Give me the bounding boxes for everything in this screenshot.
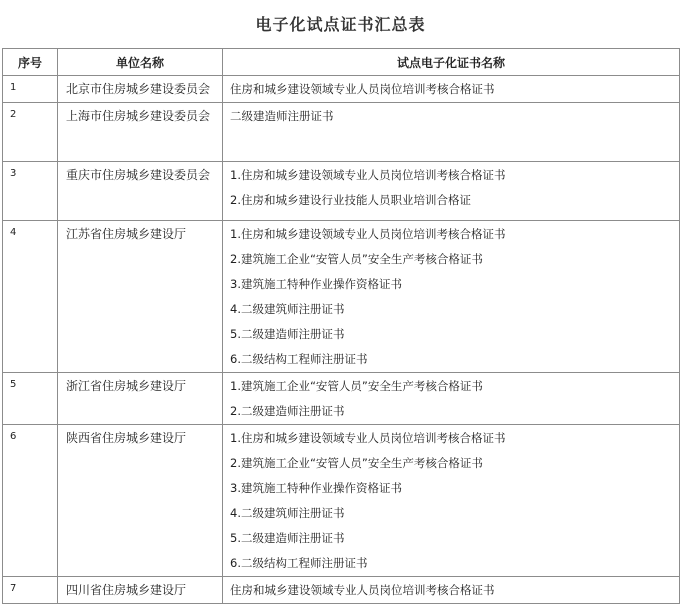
cert-item: 5.二级建造师注册证书	[230, 531, 345, 545]
header-certs: 试点电子化证书名称	[223, 49, 680, 76]
seq-cell: 3	[3, 162, 58, 221]
cert-list-cell	[223, 221, 680, 373]
unit-name-cell: 四川省住房城乡建设厅	[58, 577, 223, 604]
cert-item: 4.二级建筑师注册证书	[230, 506, 345, 520]
cert-list-cell	[223, 577, 680, 604]
seq-cell: 5	[3, 373, 58, 425]
cert-list-cell	[223, 162, 680, 221]
table-row	[3, 373, 680, 425]
cert-item: 5.二级建造师注册证书	[230, 327, 345, 341]
table-row	[3, 76, 680, 103]
cert-item: 3.建筑施工特种作业操作资格证书	[230, 481, 402, 495]
cert-item: 4.二级建筑师注册证书	[230, 302, 345, 316]
cert-item: 2.住房和城乡建设行业技能人员职业培训合格证	[230, 193, 471, 207]
unit-name-cell: 浙江省住房城乡建设厅	[58, 373, 223, 425]
cert-item: 住房和城乡建设领域专业人员岗位培训考核合格证书	[230, 82, 495, 96]
cert-item: 2.建筑施工企业“安管人员”安全生产考核合格证书	[230, 252, 483, 266]
unit-name-cell: 陕西省住房城乡建设厅	[58, 425, 223, 577]
seq-cell: 2	[3, 103, 58, 162]
table-row	[3, 103, 680, 162]
cert-item: 6.二级结构工程师注册证书	[230, 352, 368, 366]
cert-item: 1.住房和城乡建设领域专业人员岗位培训考核合格证书	[230, 168, 506, 182]
cert-item: 2.建筑施工企业“安管人员”安全生产考核合格证书	[230, 456, 483, 470]
cert-item: 1.住房和城乡建设领域专业人员岗位培训考核合格证书	[230, 227, 506, 241]
cert-list-cell	[223, 103, 680, 162]
table-row	[3, 577, 680, 604]
cert-list-cell	[223, 76, 680, 103]
cert-item: 住房和城乡建设领域专业人员岗位培训考核合格证书	[230, 583, 495, 597]
cert-item: 2.二级建造师注册证书	[230, 404, 345, 418]
cert-item: 6.二级结构工程师注册证书	[230, 556, 368, 570]
table-row	[3, 162, 680, 221]
unit-name-cell: 北京市住房城乡建设委员会	[58, 76, 223, 103]
cert-item: 二级建造师注册证书	[230, 109, 334, 123]
table-body	[3, 76, 680, 604]
cert-list-cell	[223, 373, 680, 425]
unit-name-cell: 重庆市住房城乡建设委员会	[58, 162, 223, 221]
cert-item: 3.建筑施工特种作业操作资格证书	[230, 277, 402, 291]
table-row	[3, 221, 680, 373]
cert-list-cell	[223, 425, 680, 577]
unit-name-cell: 江苏省住房城乡建设厅	[58, 221, 223, 373]
seq-cell: 6	[3, 425, 58, 577]
cert-item: 1.住房和城乡建设领域专业人员岗位培训考核合格证书	[230, 431, 506, 445]
header-seq: 序号	[3, 49, 58, 76]
unit-name-cell: 上海市住房城乡建设委员会	[58, 103, 223, 162]
table-row	[3, 425, 680, 577]
header-unit: 单位名称	[58, 49, 223, 76]
seq-cell: 4	[3, 221, 58, 373]
seq-cell: 7	[3, 577, 58, 604]
cert-item: 1.建筑施工企业“安管人员”安全生产考核合格证书	[230, 379, 483, 393]
seq-cell: 1	[3, 76, 58, 103]
page-title: 电子化试点证书汇总表	[255, 15, 426, 34]
table-header-row	[3, 49, 680, 76]
certificate-summary-table	[2, 48, 680, 604]
